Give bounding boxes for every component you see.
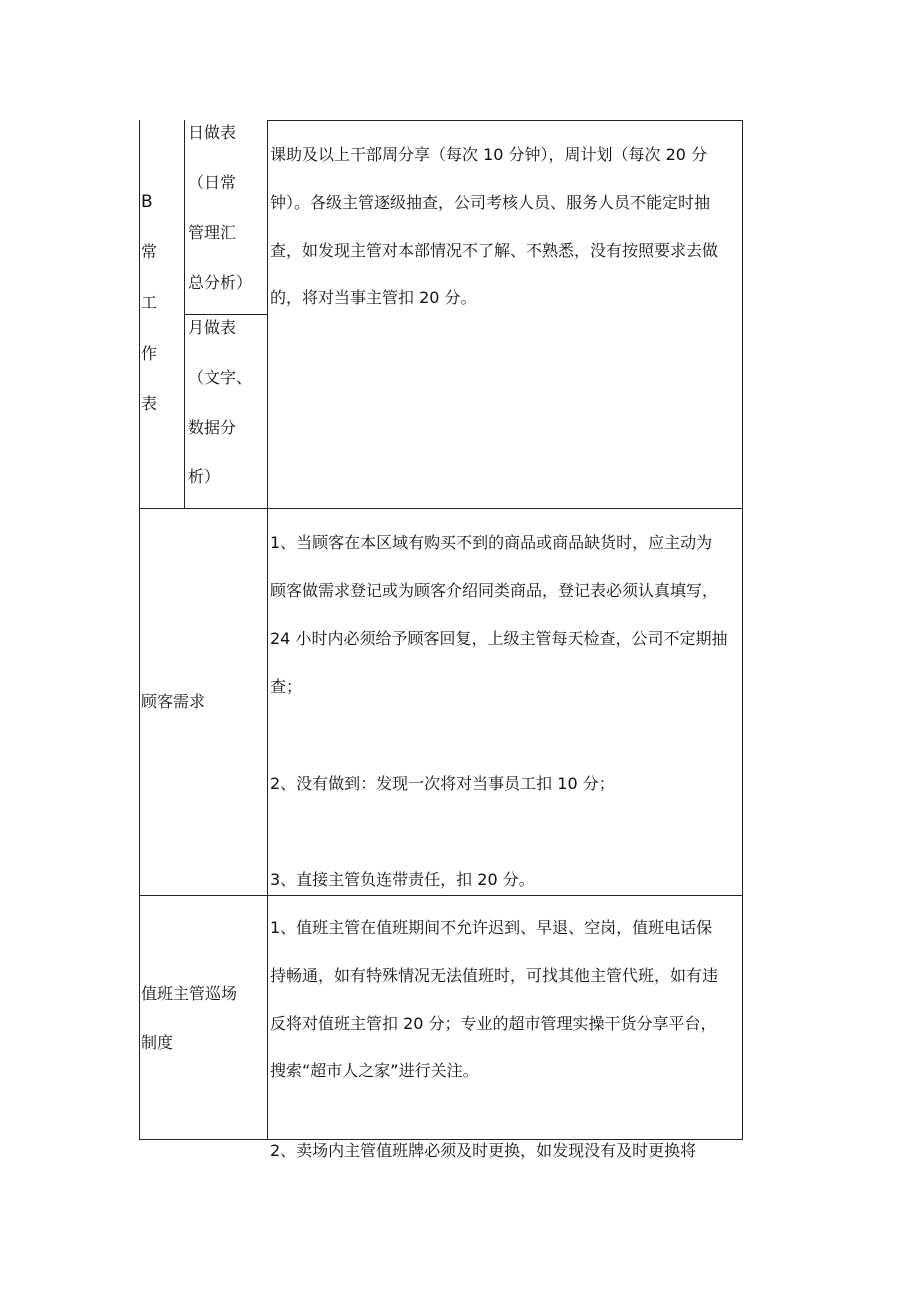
duty-patrol-label: 制度 (141, 1033, 174, 1052)
monthly-report-label: 析） (188, 467, 221, 486)
row1-left-char: 工 (141, 293, 158, 312)
row1-left-char: 作 (141, 344, 158, 363)
row2-content-line: 顾客做需求登记或为顾客介绍同类商品，登记表必须认真填写， (270, 581, 719, 600)
row2-content-line: 1、当顾客在本区域有购买不到的商品或商品缺货时，应主动为 (270, 533, 713, 552)
row2-content-line: 查； (270, 677, 303, 696)
row1-left-char: 常 (141, 242, 158, 261)
monthly-report-label: 月做表 (188, 318, 237, 337)
row-divider-1 (139, 508, 743, 509)
daily-report-label: 日做表 (188, 123, 237, 142)
row1-left-char: B (141, 192, 153, 212)
row3-content-line: 1、值班主管在值班期间不允许迟到、早退、空岗，值班电话保 (270, 918, 713, 937)
row2-content-line: 2、没有做到：发现一次将对当事员工扣 10 分； (270, 774, 615, 793)
row1-left-char: 表 (141, 394, 158, 413)
row3-content-line: 持畅通，如有特殊情况无法值班时，可找其他主管代班，如有违 (270, 966, 719, 985)
table-right-border (742, 120, 743, 1140)
table-top-border (267, 120, 743, 121)
daily-monthly-divider (184, 314, 268, 315)
row1-content-line: 钟）。各级主管逐级抽查，公司考核人员、服务人员不能定时抽 (270, 193, 711, 212)
row1-content-line: 课助及以上干部周分享（每次 10 分钟），周计划（每次 20 分 (270, 145, 708, 164)
row3-content-line: 搜索“超市人之家”进行关注。 (270, 1061, 479, 1080)
row2-content-line: 24 小时内必须给予顾客回复，上级主管每天检查，公司不定期抽 (270, 629, 728, 648)
row2-content-line: 3、直接主管负连带责任，扣 20 分。 (270, 870, 535, 889)
row-divider-2 (139, 895, 743, 896)
trailing-paragraph-line: 2、卖场内主管值班牌必须及时更换，如发现没有及时更换将 (270, 1141, 697, 1160)
daily-report-label: 管理汇 (188, 223, 237, 242)
table-left-border (139, 120, 140, 1140)
daily-report-label: （日常 (188, 173, 237, 192)
daily-report-label: 总分析） (188, 273, 253, 292)
table-bottom-border (139, 1139, 743, 1140)
customer-demand-label: 顾客需求 (141, 692, 206, 711)
monthly-report-label: （文字、 (188, 368, 253, 387)
row3-content-line: 反将对值班主管扣 20 分；专业的超市管理实操干货分享平台， (270, 1014, 717, 1033)
duty-patrol-label: 值班主管巡场 (141, 984, 238, 1003)
monthly-report-label: 数据分 (188, 418, 237, 437)
row1-content-line: 的，将对当事主管扣 20 分。 (270, 288, 477, 307)
row1-content-line: 查，如发现主管对本部情况不了解、不熟悉，没有按照要求去做 (270, 241, 719, 260)
col-divider-2 (267, 120, 268, 1140)
